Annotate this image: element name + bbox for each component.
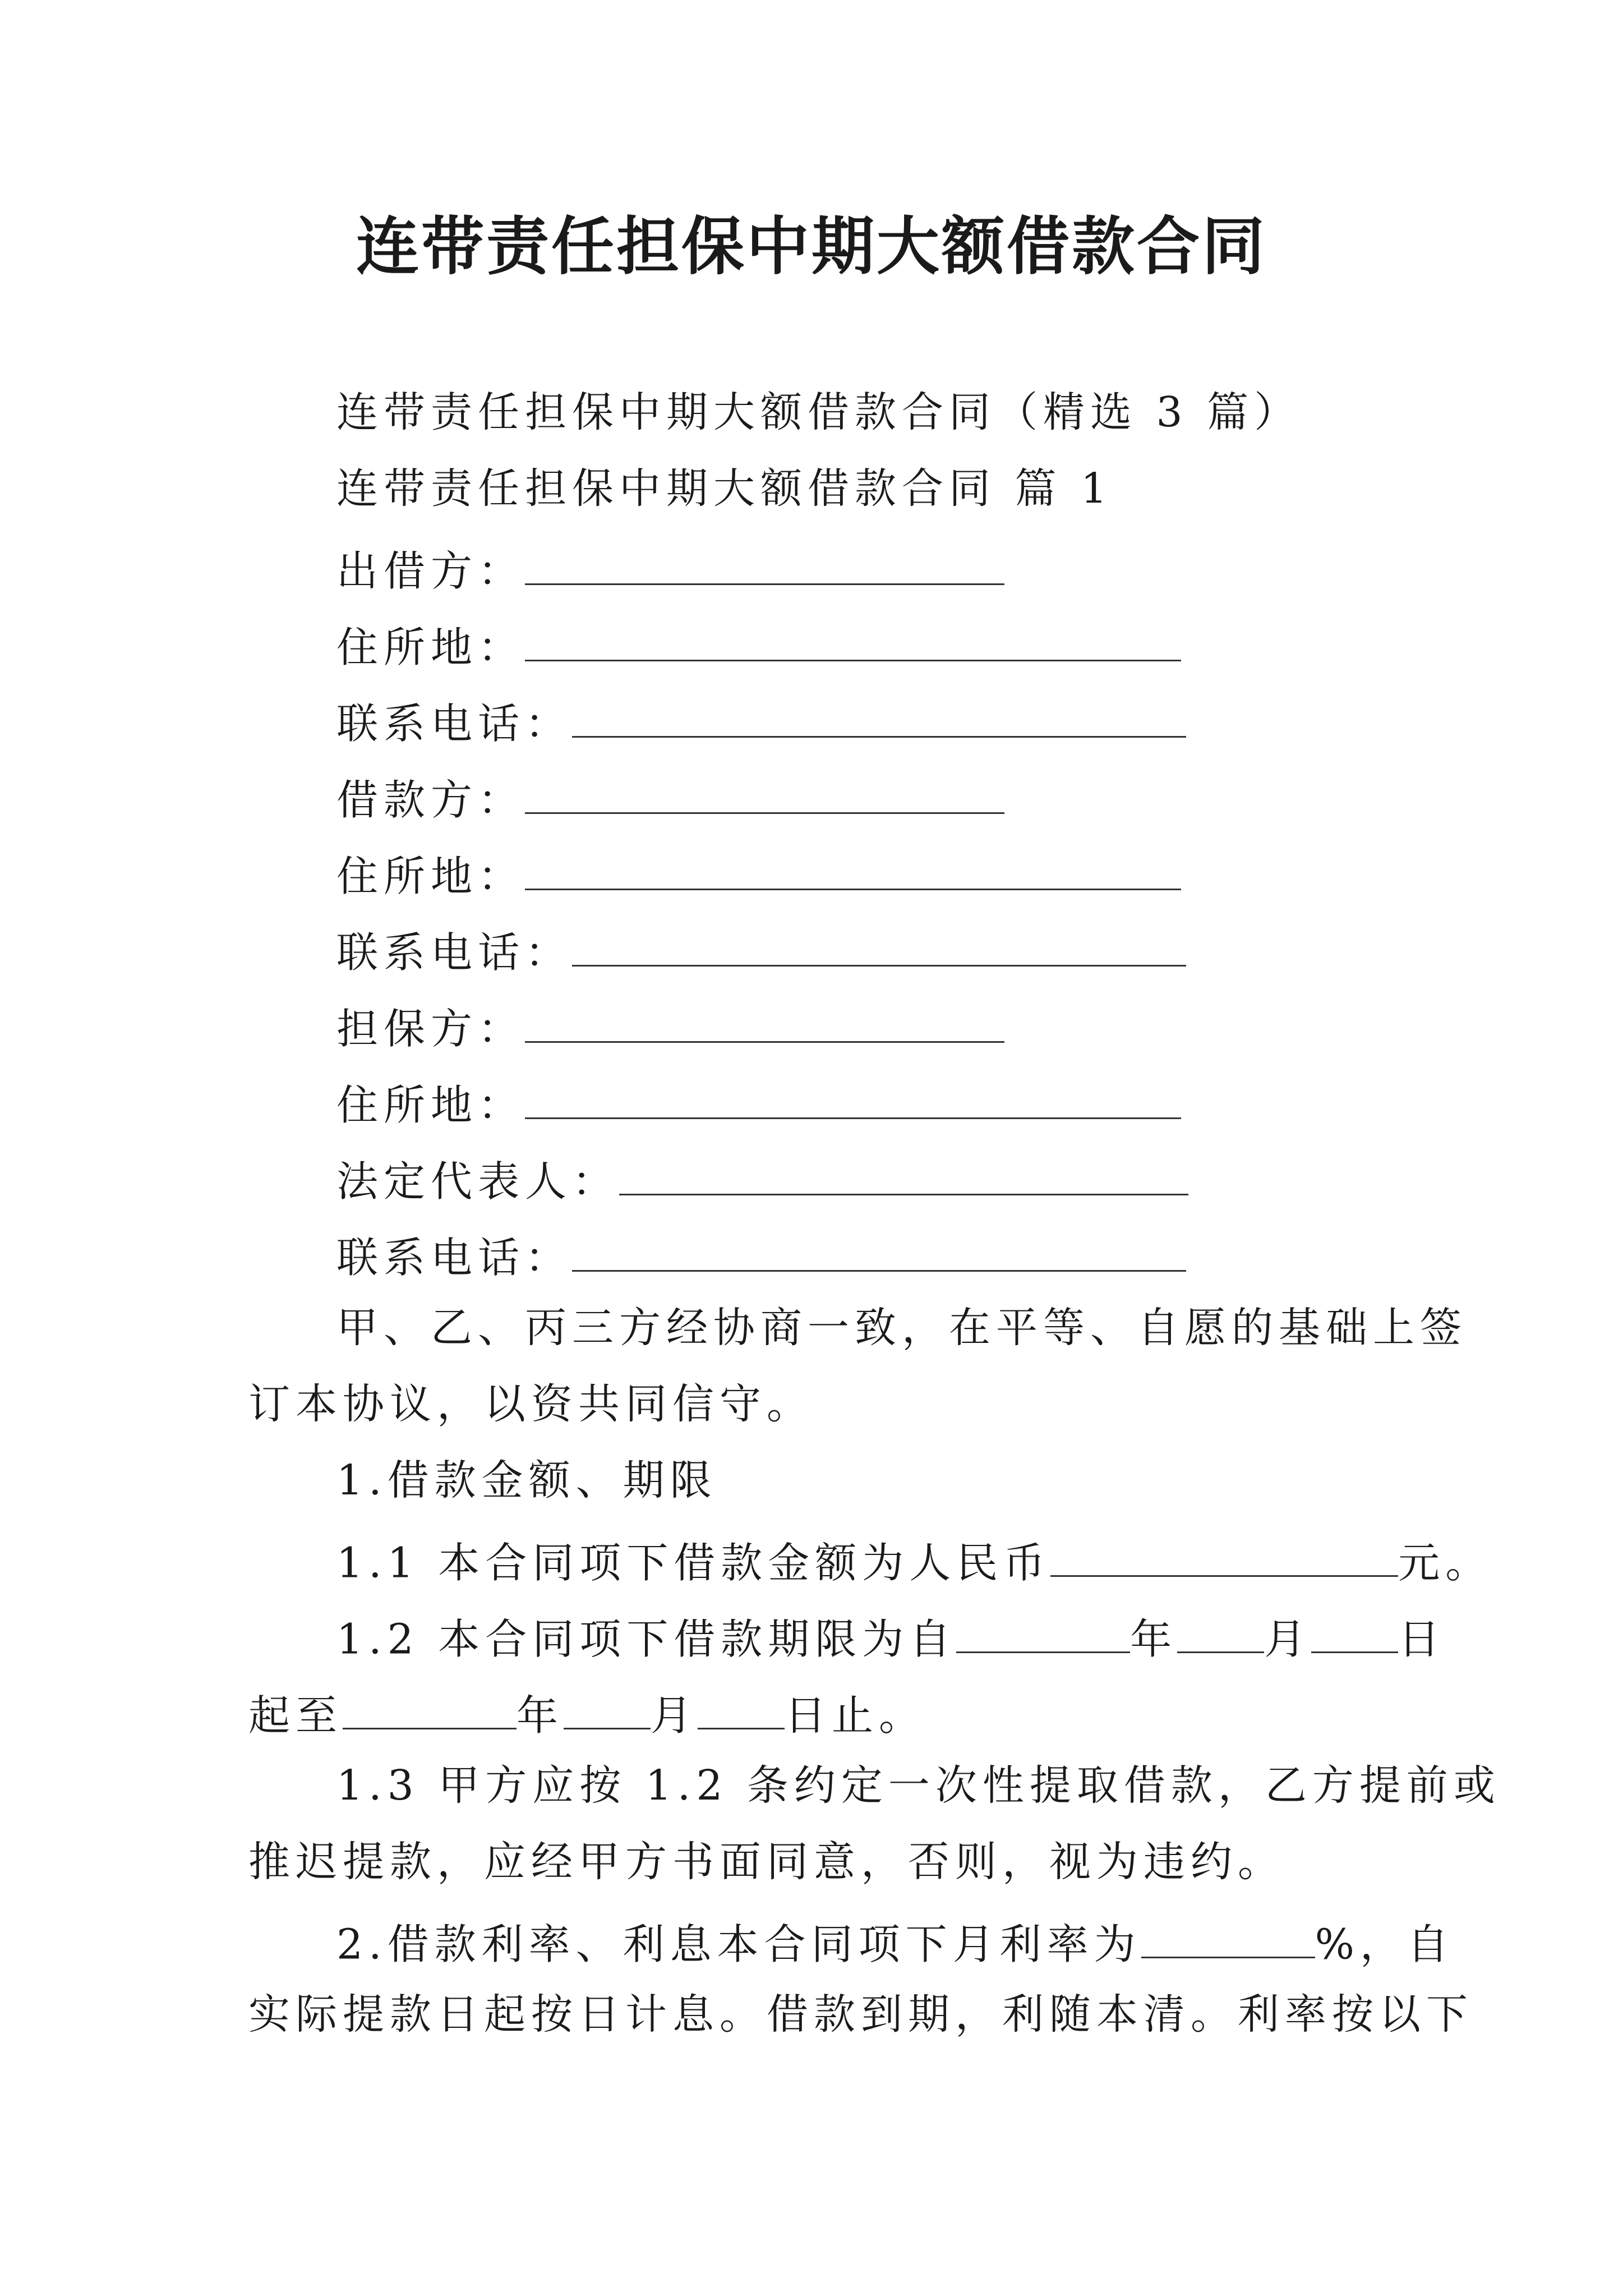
field-label: 住所地： [336, 852, 525, 901]
blank-line [525, 544, 1004, 585]
blank-line [525, 849, 1181, 890]
field-label: 联系电话： [336, 928, 572, 977]
clause-1-2-line1 [336, 1612, 1446, 1664]
field-label: 联系电话： [336, 700, 572, 748]
clause-2-line2: 实际提款日起按日计息。借款到期，利随本清。利率按以下 [248, 1990, 1473, 2039]
document-subtitle: 连带责任担保中期大额借款合同（精选 3 篇） [336, 388, 1302, 436]
clause-1-3-line2: 推迟提款，应经甲方书面同意，否则，视为违约。 [248, 1838, 1285, 1886]
month-blank [1177, 1612, 1264, 1653]
clause-text: %，自 [1315, 1920, 1454, 1969]
year-blank [343, 1688, 517, 1729]
lender-address-field [336, 620, 1181, 672]
month-blank [564, 1688, 651, 1729]
clause-text: 月 [1264, 1615, 1312, 1664]
clause-text: 月 [651, 1691, 698, 1740]
clause-1-1 [336, 1536, 1493, 1588]
field-label: 住所地： [336, 1081, 525, 1130]
guarantor-phone-field [336, 1231, 1186, 1282]
clause-text: 日 [1398, 1615, 1446, 1664]
guarantor-address-field [336, 1078, 1181, 1130]
amount-blank [1050, 1536, 1398, 1577]
year-blank [956, 1612, 1130, 1653]
day-blank [698, 1688, 785, 1729]
blank-line [525, 1078, 1181, 1119]
clause-text: 年 [517, 1691, 564, 1740]
clause-1-heading: 1.借款金额、期限 [336, 1456, 717, 1504]
intro-paragraph-line2: 订本协议，以资共同信守。 [248, 1380, 814, 1428]
field-label: 担保方： [336, 1005, 525, 1053]
blank-line [525, 1002, 1004, 1043]
blank-line [572, 926, 1186, 967]
guarantor-field [336, 1002, 1004, 1053]
borrower-field [336, 773, 1004, 825]
intro-paragraph-line1: 甲、乙、丙三方经协商一致，在平等、自愿的基础上签 [336, 1304, 1467, 1352]
clause-text: 1.2 本合同项下借款期限为自 [336, 1615, 957, 1664]
clause-text: 起至 [248, 1691, 343, 1740]
blank-line [619, 1154, 1188, 1195]
legal-representative-field [336, 1154, 1188, 1206]
clause-text: 元。 [1398, 1539, 1493, 1588]
document-title: 连带责任担保中期大额借款合同 [356, 210, 1267, 283]
clause-1-3-line1: 1.3 甲方应按 1.2 条约定一次性提取借款，乙方提前或 [336, 1761, 1501, 1810]
lender-phone-field [336, 697, 1186, 748]
blank-line [572, 697, 1186, 738]
blank-line [525, 773, 1004, 814]
borrower-phone-field [336, 926, 1186, 977]
lender-field [336, 544, 1004, 596]
day-blank [1311, 1612, 1398, 1653]
blank-line [572, 1231, 1186, 1272]
clause-text: 2.借款利率、利息本合同项下月利率为 [336, 1920, 1141, 1969]
borrower-address-field [336, 849, 1181, 901]
field-label: 住所地： [336, 623, 525, 672]
clause-2-line1 [336, 1917, 1454, 1969]
clause-text: 年 [1130, 1615, 1178, 1664]
section-heading: 连带责任担保中期大额借款合同 篇 1 [336, 464, 1113, 513]
blank-line [525, 620, 1181, 661]
field-label: 借款方： [336, 776, 525, 825]
field-label: 出借方： [336, 547, 525, 596]
field-label: 联系电话： [336, 1234, 572, 1282]
clause-text: 1.1 本合同项下借款金额为人民币 [336, 1539, 1051, 1588]
rate-blank [1141, 1917, 1315, 1958]
clause-1-2-line2 [248, 1688, 926, 1740]
field-label: 法定代表人： [336, 1157, 619, 1206]
clause-text: 日止。 [785, 1691, 926, 1740]
